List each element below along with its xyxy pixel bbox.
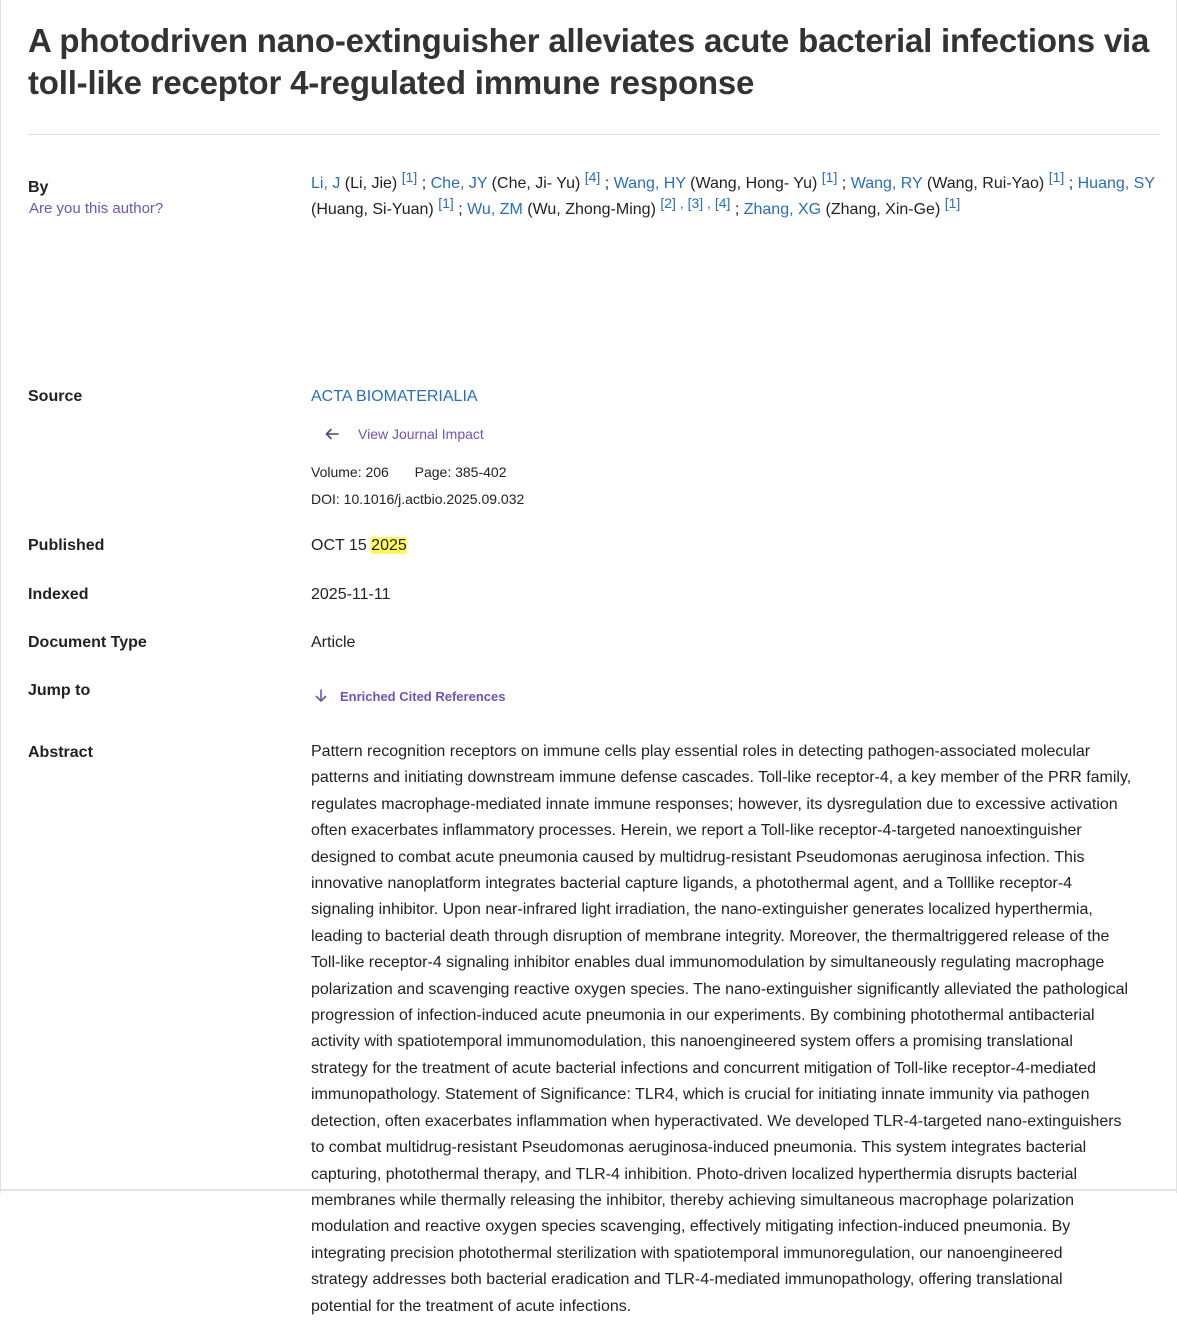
abstract-line: Toll-like receptor-4 signaling inhibitor enables dual immunomodulation by simultaneously regulating macrophage: [311, 954, 1105, 972]
author-affiliation-ref[interactable]: [1]: [438, 195, 454, 211]
author-separator: ;: [417, 175, 431, 192]
abstract-line: to combat multidrug-resistant Pseudomonas aeruginosa-induced pneumonia. This system integrates bacterial: [311, 1139, 1087, 1157]
article-title: A photodriven nano-extinguisher alleviates acute bacterial infections via toll-like receptor 4-regulated immune response: [28, 22, 1150, 101]
volume-page-line: [311, 462, 506, 482]
author-affiliation-ref[interactable]: [1]: [1048, 169, 1065, 185]
author-link[interactable]: Che, JY: [430, 175, 488, 192]
doi-text: DOI: 10.1016/j.actbio.2025.09.032: [311, 491, 525, 507]
abstract-line: patterns and initiating downstream immune defense cascades. Toll-like receptor-4, a key member of the PRR family,: [311, 769, 1132, 787]
published-year: 2025: [371, 537, 407, 554]
author-full-name: (Li, Jie): [340, 175, 402, 192]
abstract-line: integrating precision photothermal sterilization with spatiotemporal immunoregulation, our nanoengineered: [311, 1244, 1063, 1262]
enriched-references-link[interactable]: [313, 688, 505, 704]
abstract-line: regulates macrophage-mediated innate immune responses; however, its dysregulation due to excessive activation: [311, 795, 1118, 813]
abstract-label: Abstract: [28, 744, 93, 761]
author-link[interactable]: Wang, RY: [850, 175, 923, 192]
abstract-line: innovative nanoplatform integrates bacterial capture ligands, a photothermal agent, and a Tolllike receptor-4: [311, 875, 1073, 893]
source-block: [311, 384, 1159, 410]
abstract-line: immunopathology. Statement of Significance: TLR4, which is crucial for initiating innate immunity via pathogen: [311, 1086, 1090, 1104]
abstract-line: polarization and scavenging reactive oxygen species. The nano-extinguisher significantly alleviated the pathological: [311, 980, 1129, 998]
author-separator: ;: [600, 175, 614, 192]
author-separator: ;: [1064, 175, 1078, 192]
author-full-name: (Zhang, Xin-Ge): [821, 201, 945, 218]
author-link[interactable]: Wu, ZM: [467, 201, 523, 218]
document-type-value: Article: [311, 634, 356, 651]
abstract-line: detection, often exacerbates inflammation when hyperactivated. We developed TLR-4-targeted nano-extinguishers: [311, 1112, 1122, 1130]
author-link[interactable]: Huang, SY: [1077, 175, 1155, 192]
page-text: Page: 385-402: [414, 464, 507, 480]
source-label: Source: [28, 388, 83, 405]
abstract-line: activity with spatiotemporal immunomodulation, this nanoengineered system offers a promising translational: [311, 1033, 1073, 1051]
abstract-line: designed to combat acute pneumonia caused by multidrug-resistant Pseudomonas aeruginosa infection. This: [311, 848, 1085, 866]
by-label: By: [28, 179, 49, 196]
abstract-line: often exacerbates inflammatory processes. Herein, we report a Toll-like receptor-4-targeted nanoextinguisher: [311, 822, 1082, 840]
author-link[interactable]: Li, J: [311, 175, 341, 192]
abstract-line: strategy addresses both bacterial eradication and TLR-4-mediated immunopathology, offering translational: [311, 1271, 1063, 1289]
abstract-line: strategy for the treatment of acute bacterial infections and concurrent mitigation of Toll-like receptor-4-mediated: [311, 1059, 1096, 1077]
abstract-line: capturing, photothermal therapy, and TLR-4 inhibition. Photo-driven localized hyperthermia disrupts bacterial: [311, 1165, 1078, 1183]
author-full-name: (Wang, Hong- Yu): [685, 175, 822, 192]
jump-to-label: Jump to: [28, 682, 91, 699]
abstract-line: progression of infection-induced acute pneumonia in our experiments. By combining photothermal antibacterial: [311, 1007, 1095, 1025]
author-full-name: (Huang, Si-Yuan): [311, 201, 439, 218]
abstract-line: Pattern recognition receptors on immune cells play essential roles in detecting pathogen-associated molecular: [311, 743, 1091, 760]
are-you-author-link[interactable]: Are you this author?: [29, 200, 164, 217]
volume-text: Volume: 206: [311, 464, 389, 480]
published-date: OCT 15: [311, 537, 372, 554]
author-affiliation-ref[interactable]: [1]: [821, 169, 838, 185]
author-separator: ;: [453, 201, 468, 218]
author-affiliation-ref[interactable]: [1]: [944, 195, 961, 211]
document-type-label: Document Type: [28, 634, 147, 651]
arrow-down-icon: [313, 688, 329, 704]
abstract-line: membranes while thermally releasing the inhibitor, thereby achieving simultaneous macrophage polarization: [311, 1191, 1075, 1209]
indexed-label: Indexed: [28, 586, 89, 603]
abstract-line: potential for the treatment of acute infections.: [311, 1297, 632, 1315]
abstract-line: signaling inhibitor. Upon near-infrared light irradiation, the nano-extinguisher generates localized hyperthermia,: [311, 901, 1093, 919]
authors-list: [311, 171, 1159, 223]
title-divider: [28, 134, 1159, 135]
author-full-name: (Che, Ji- Yu): [487, 175, 585, 192]
abstract-text: [311, 739, 1159, 1320]
author-separator: ;: [730, 201, 744, 218]
author-link[interactable]: Zhang, XG: [743, 201, 822, 218]
author-affiliation-ref[interactable]: [4]: [584, 169, 601, 185]
abstract-line: modulation and reactive oxygen species scavenging, effectively mitigating infection-induced pneumonia. By: [311, 1218, 1071, 1236]
author-link[interactable]: Wang, HY: [613, 175, 686, 192]
author-separator: ;: [837, 175, 851, 192]
arrow-left-icon: [324, 426, 340, 442]
view-impact-label: View Journal Impact: [358, 426, 484, 442]
abstract-line: leading to bacterial death through disruption of membrane integrity. Moreover, the thermaltriggered release of the: [311, 927, 1110, 945]
author-full-name: (Wu, Zhong-Ming): [522, 201, 661, 218]
author-affiliation-ref[interactable]: [1]: [401, 169, 418, 185]
journal-link[interactable]: ACTA BIOMATERIALIA: [311, 388, 478, 405]
enriched-references-label: Enriched Cited References: [340, 688, 506, 704]
view-impact-button[interactable]: [324, 426, 484, 442]
author-full-name: (Wang, Rui-Yao): [922, 175, 1049, 192]
published-label: Published: [28, 537, 105, 554]
record-page: [28, 0, 1159, 1315]
published-value: [311, 533, 1159, 559]
indexed-value: 2025-11-11: [311, 586, 391, 603]
author-affiliation-ref[interactable]: [2] , [3] , [4]: [660, 195, 731, 211]
bottom-border: [1, 1189, 1176, 1191]
